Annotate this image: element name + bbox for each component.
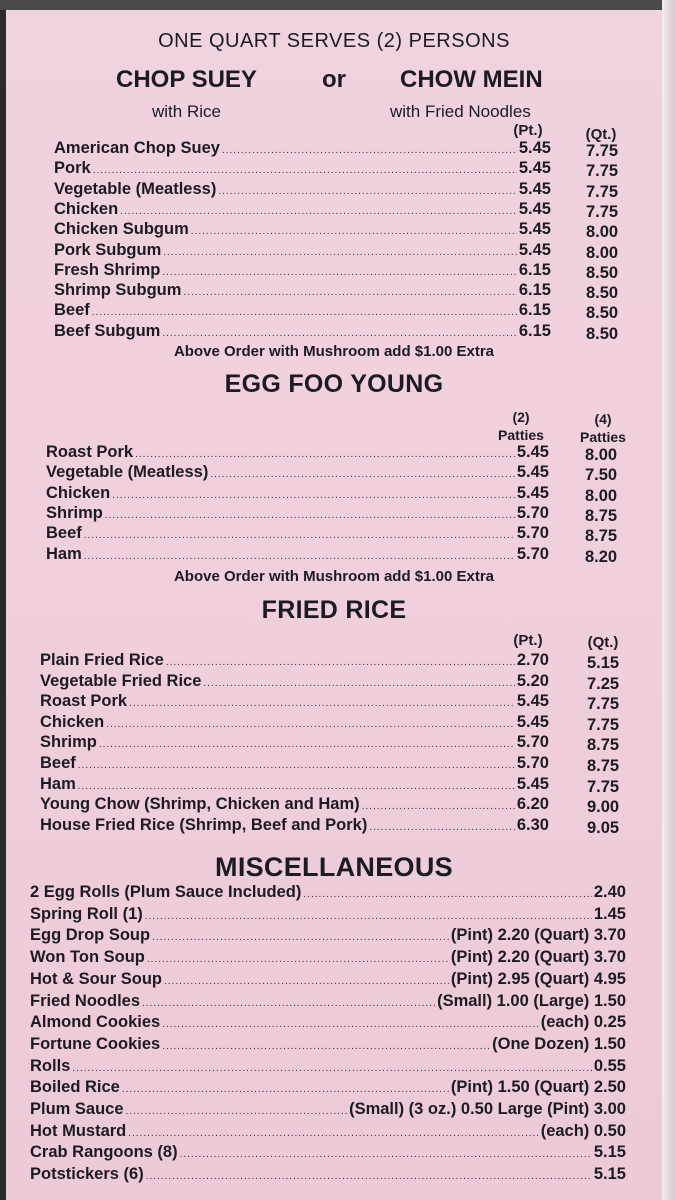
chop-suey-row bbox=[54, 219, 551, 239]
item-price: (Pint) 2.95 (Quart) 4.95 bbox=[450, 969, 626, 988]
dot-leader bbox=[142, 994, 435, 1014]
item-name: Almond Cookies bbox=[30, 1013, 161, 1032]
dot-leader bbox=[128, 1124, 538, 1144]
dot-leader bbox=[84, 547, 515, 567]
item-name: Beef bbox=[54, 301, 90, 320]
mushroom-note-2: Above Order with Mushroom add $1.00 Extra bbox=[173, 568, 495, 585]
egg-foo-young-row bbox=[46, 503, 549, 523]
egg-foo-young-row bbox=[46, 483, 549, 503]
chop-suey-row bbox=[54, 138, 551, 158]
misc-row bbox=[30, 969, 626, 989]
fried-rice-row bbox=[40, 732, 549, 752]
item-name: Shrimp bbox=[46, 503, 103, 522]
chop-suey-row bbox=[54, 158, 551, 178]
item-price: (each) 0.50 bbox=[540, 1121, 626, 1140]
egg-foo-young-row bbox=[46, 442, 549, 462]
item-price: 5.70 bbox=[516, 754, 549, 772]
four-patties-header bbox=[568, 410, 638, 446]
item-price-large: 7.75 bbox=[585, 162, 619, 181]
item-name: Vegetable (Meatless) bbox=[46, 463, 209, 482]
two-patties-count: (2) bbox=[512, 409, 530, 425]
item-price: (Small) (3 oz.) 0.50 Large (Pint) 3.00 bbox=[349, 1100, 626, 1118]
fried-rice-row bbox=[40, 650, 549, 670]
item-name: Plain Fried Rice bbox=[40, 651, 164, 669]
item-price: 6.15 bbox=[518, 321, 551, 340]
item-name: Ham bbox=[40, 774, 76, 793]
item-price: 6.20 bbox=[516, 795, 549, 814]
dot-leader bbox=[164, 972, 449, 992]
dot-leader bbox=[122, 1080, 449, 1100]
item-name: Vegetable Fried Rice bbox=[40, 671, 202, 690]
fried-rice-title: FRIED RICE bbox=[261, 596, 407, 624]
item-price-large: 5.15 bbox=[586, 654, 620, 672]
item-name: Chicken bbox=[46, 483, 111, 502]
item-name: Chicken bbox=[54, 199, 119, 218]
item-name: Vegetable (Meatless) bbox=[54, 179, 217, 198]
item-name: Fortune Cookies bbox=[30, 1034, 161, 1053]
item-price: 5.45 bbox=[516, 692, 549, 711]
item-name: Beef bbox=[46, 524, 82, 543]
photo-top-border bbox=[0, 0, 675, 10]
chop-suey-row bbox=[54, 280, 551, 300]
fried-rice-row bbox=[40, 753, 549, 773]
item-price: 5.70 bbox=[516, 544, 549, 563]
misc-row bbox=[30, 1056, 626, 1076]
item-price: (Pint) 1.50 (Quart) 2.50 bbox=[450, 1078, 626, 1097]
item-price: 2.70 bbox=[516, 651, 549, 669]
dot-leader bbox=[72, 1059, 592, 1079]
four-patties-label: Patties bbox=[580, 429, 626, 445]
item-name: Pork bbox=[54, 159, 91, 178]
item-price-large: 7.75 bbox=[585, 182, 619, 201]
dot-leader bbox=[180, 1145, 592, 1165]
item-price: 5.45 bbox=[518, 179, 551, 198]
item-price-large: 8.00 bbox=[585, 223, 619, 242]
item-price: 5.45 bbox=[516, 463, 549, 482]
fr-col-quart-header: (Qt.) bbox=[587, 634, 619, 651]
chop-suey-row bbox=[54, 321, 551, 341]
dot-leader bbox=[145, 907, 592, 927]
item-price-large: 8.20 bbox=[584, 547, 618, 566]
item-price-large: 8.50 bbox=[585, 263, 619, 282]
item-price: 5.45 bbox=[518, 159, 551, 178]
item-price: (Small) 1.00 (Large) 1.50 bbox=[437, 991, 626, 1010]
dot-leader bbox=[162, 324, 517, 344]
item-price-large: 8.00 bbox=[584, 486, 618, 505]
misc-row bbox=[30, 991, 626, 1011]
with-noodles-text: with Fried Noodles bbox=[390, 102, 531, 121]
dot-leader bbox=[162, 1015, 539, 1035]
fried-rice-row bbox=[40, 671, 549, 691]
item-price-large: 8.50 bbox=[585, 324, 619, 343]
chop-suey-row bbox=[54, 300, 551, 320]
misc-row bbox=[30, 947, 626, 967]
item-price-large: 8.50 bbox=[585, 304, 619, 323]
dot-leader bbox=[369, 818, 515, 838]
item-name: Won Ton Soup bbox=[30, 948, 145, 967]
item-price-large: 8.75 bbox=[586, 736, 620, 755]
item-price: (Pint) 2.20 (Quart) 3.70 bbox=[450, 926, 626, 945]
item-price-large: 8.75 bbox=[584, 527, 618, 546]
fried-rice-row bbox=[40, 774, 549, 794]
item-price-large: 9.00 bbox=[586, 798, 620, 817]
egg-foo-young-row bbox=[46, 523, 549, 543]
with-rice-text: with Rice bbox=[152, 102, 221, 121]
item-price: 5.45 bbox=[518, 199, 551, 218]
item-price: 5.15 bbox=[593, 1143, 626, 1162]
egg-foo-young-row bbox=[46, 462, 549, 482]
item-name: Roast Pork bbox=[46, 443, 134, 461]
item-name: Spring Roll (1) bbox=[30, 904, 143, 923]
item-price: 5.45 bbox=[516, 774, 549, 793]
misc-row bbox=[30, 882, 626, 902]
item-price: 5.45 bbox=[518, 220, 551, 239]
dot-leader bbox=[126, 1102, 348, 1122]
misc-row bbox=[30, 1121, 626, 1141]
item-name: Shrimp bbox=[40, 733, 97, 752]
item-price: 6.15 bbox=[518, 301, 551, 320]
dot-leader bbox=[162, 1037, 490, 1057]
mushroom-note: Above Order with Mushroom add $1.00 Extra bbox=[173, 343, 495, 360]
item-name: Pork Subgum bbox=[54, 240, 162, 259]
item-price-large: 9.05 bbox=[586, 818, 620, 837]
item-price: (Pint) 2.20 (Quart) 3.70 bbox=[450, 948, 626, 967]
item-price: 6.15 bbox=[518, 260, 551, 279]
item-price: 6.30 bbox=[516, 815, 549, 834]
item-name: Potstickers (6) bbox=[30, 1165, 144, 1184]
chow-mein-heading: CHOW MEIN bbox=[400, 66, 543, 93]
fried-rice-row bbox=[40, 691, 549, 711]
misc-row bbox=[30, 1034, 626, 1054]
item-name: House Fried Rice (Shrimp, Beef and Pork) bbox=[40, 815, 368, 834]
chop-suey-row bbox=[54, 199, 551, 219]
misc-title: MISCELLANEOUS bbox=[215, 852, 453, 882]
item-name: Beef Subgum bbox=[54, 321, 161, 340]
item-price: 5.20 bbox=[516, 671, 549, 690]
item-name: Young Chow (Shrimp, Chicken and Ham) bbox=[40, 795, 360, 814]
fried-rice-row bbox=[40, 712, 549, 732]
item-name: Shrimp Subgum bbox=[54, 281, 182, 300]
item-price-large: 7.75 bbox=[586, 777, 620, 796]
dot-leader bbox=[152, 928, 449, 948]
fried-rice-row bbox=[40, 815, 549, 835]
item-name: Roast Pork bbox=[40, 692, 128, 711]
item-name: American Chop Suey bbox=[54, 139, 220, 157]
misc-row bbox=[30, 1012, 626, 1032]
item-name: 2 Egg Rolls (Plum Sauce Included) bbox=[30, 883, 302, 901]
item-price-large: 8.00 bbox=[585, 243, 619, 262]
item-price: 5.45 bbox=[518, 240, 551, 259]
item-price-large: 7.75 bbox=[585, 142, 619, 160]
item-price: 5.70 bbox=[516, 733, 549, 752]
item-name: Fried Noodles bbox=[30, 991, 141, 1010]
item-price: 5.45 bbox=[518, 139, 551, 157]
item-name: Chicken Subgum bbox=[54, 220, 189, 239]
item-price: 5.70 bbox=[516, 524, 549, 543]
two-patties-header bbox=[486, 408, 556, 444]
item-price-large: 8.00 bbox=[584, 446, 618, 464]
item-name: Crab Rangoons (8) bbox=[30, 1143, 178, 1162]
misc-row bbox=[30, 1077, 626, 1097]
item-name: Egg Drop Soup bbox=[30, 926, 151, 945]
item-price: 1.45 bbox=[593, 904, 626, 923]
item-name: Beef bbox=[40, 754, 76, 772]
item-price-large: 7.75 bbox=[586, 695, 620, 714]
chop-suey-row bbox=[54, 179, 551, 199]
item-price-large: 7.75 bbox=[586, 715, 620, 734]
misc-row bbox=[30, 1099, 626, 1119]
item-price-large: 8.75 bbox=[584, 506, 618, 525]
serves-note: ONE QUART SERVES (2) PERSONS bbox=[158, 30, 510, 52]
misc-row bbox=[30, 1164, 626, 1184]
item-price-large: 8.50 bbox=[585, 284, 619, 303]
item-name: Plum Sauce bbox=[30, 1100, 124, 1118]
item-price: (each) 0.25 bbox=[540, 1013, 626, 1032]
dot-leader bbox=[147, 950, 449, 970]
item-price: 5.70 bbox=[516, 503, 549, 522]
item-name: Hot Mustard bbox=[30, 1121, 127, 1140]
photo-right-edge bbox=[662, 0, 675, 1200]
item-price-large: 7.50 bbox=[584, 466, 618, 485]
item-name: Fresh Shrimp bbox=[54, 260, 161, 279]
item-price: 5.45 bbox=[516, 712, 549, 731]
col-quart-header: (Qt.) bbox=[585, 126, 617, 143]
item-price-large: 7.25 bbox=[586, 674, 620, 693]
item-price: 5.45 bbox=[516, 443, 549, 461]
item-price: 0.55 bbox=[593, 1056, 626, 1075]
item-price-large: 7.75 bbox=[585, 202, 619, 221]
or-text: or bbox=[322, 66, 346, 93]
item-price: (One Dozen) 1.50 bbox=[492, 1034, 626, 1053]
item-price: 6.15 bbox=[518, 281, 551, 300]
chop-suey-row bbox=[54, 260, 551, 280]
menu-page bbox=[6, 10, 662, 1200]
egg-foo-young-row bbox=[46, 544, 549, 564]
item-price: 5.45 bbox=[516, 483, 549, 502]
col-pint-header: (Pt.) bbox=[513, 122, 543, 139]
dot-leader bbox=[303, 885, 591, 905]
chop-suey-row bbox=[54, 240, 551, 260]
chop-suey-heading: CHOP SUEY bbox=[116, 66, 257, 93]
item-name: Ham bbox=[46, 544, 82, 563]
egg-foo-young-title: EGG FOO YOUNG bbox=[224, 370, 444, 398]
item-name: Boiled Rice bbox=[30, 1078, 120, 1097]
misc-row bbox=[30, 904, 626, 924]
item-name: Rolls bbox=[30, 1056, 71, 1075]
item-price: 5.15 bbox=[593, 1165, 626, 1184]
item-price: 2.40 bbox=[593, 883, 626, 901]
two-patties-label: Patties bbox=[498, 427, 544, 443]
misc-row bbox=[30, 925, 626, 945]
item-price-large: 8.75 bbox=[586, 757, 620, 775]
four-patties-count: (4) bbox=[594, 411, 612, 427]
misc-row bbox=[30, 1142, 626, 1162]
dot-leader bbox=[146, 1167, 592, 1187]
item-name: Hot & Sour Soup bbox=[30, 969, 162, 988]
item-name: Chicken bbox=[40, 712, 105, 731]
fr-col-pint-header: (Pt.) bbox=[513, 632, 543, 649]
fried-rice-row bbox=[40, 794, 549, 814]
